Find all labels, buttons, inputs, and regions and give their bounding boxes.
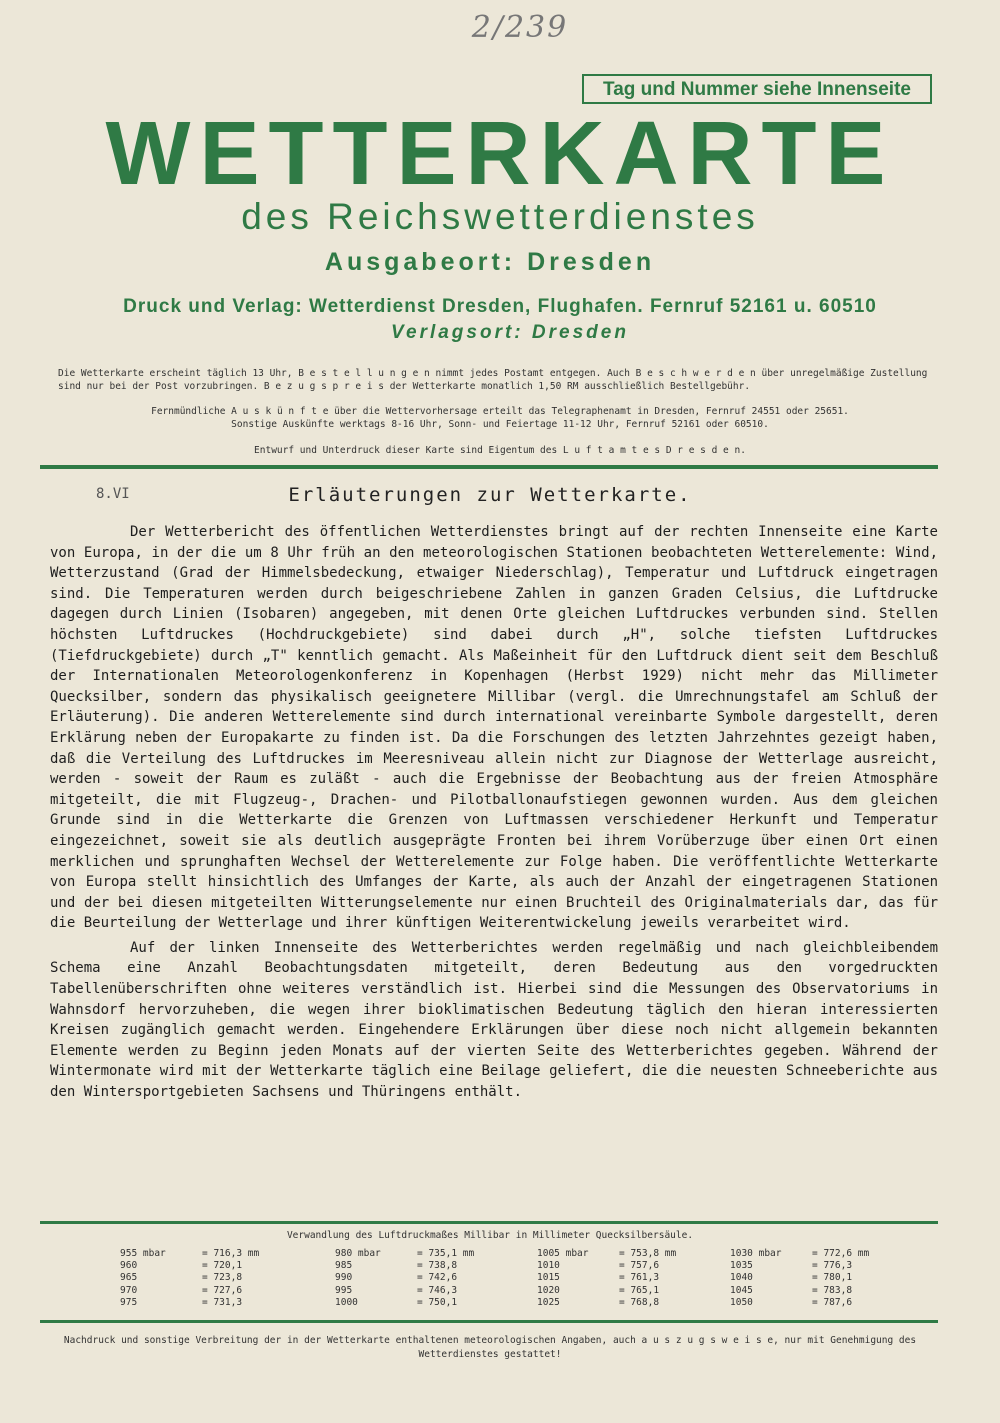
conversion-row: 990 = 742,6 bbox=[335, 1272, 458, 1284]
verlagsort: Verlagsort: Dresden bbox=[391, 322, 629, 343]
tag-nummer-box: Tag und Nummer siehe Innenseite bbox=[582, 74, 932, 104]
footer-notice: Nachdruck und sonstige Verbreitung der in der Wetterkarte enthaltenen meteorologischen Angaben, auch a u s z u g s w e i s e, nur mit Genehmigung des Wetterdienstes gestattet! bbox=[63, 1335, 917, 1360]
conversion-row: 955 mbar = 716,3 mm bbox=[120, 1248, 260, 1259]
conversion-row: 1030 mbar = 772,6 mm bbox=[730, 1248, 870, 1259]
druck-verlag-line: Druck und Verlag: Wetterdienst Dresden, Flughafen. Fernruf 52161 u. 60510 bbox=[123, 296, 877, 317]
conversion-row: 1010 = 757,6 bbox=[537, 1260, 660, 1272]
conversion-row: 960 = 720,1 bbox=[120, 1260, 243, 1272]
divider-bottom bbox=[40, 1320, 938, 1323]
conversion-row: 985 = 738,8 bbox=[335, 1260, 458, 1272]
info-auskuenfte: Fernmündliche A u s k ü n f t e über die Wettervorhersage erteilt das Telegraphenamt in Dresden, Fernruf 24551 oder 25651. Sonstige Auskünfte werktags 8-16 Uhr, Sonn- und Feiertage 11-12 Uhr, Fernruf 52161 oder 60510. bbox=[151, 406, 849, 430]
conversion-column bbox=[730, 1248, 930, 1309]
explanation-text bbox=[50, 522, 938, 1103]
info-subscription: Die Wetterkarte erscheint täglich 13 Uhr, B e s t e l l u n g e n nimmt jedes Postamt entgegen. Auch B e s c h w e r d e n über unregelmäßige Zustellung sind nur bei der Post vorzubringen. B e z u g s p r e i s der Wetterkarte monatlich 1,50 RM ausschließlich Bestellgebühr. bbox=[58, 368, 928, 392]
conversion-row: 1015 = 761,3 bbox=[537, 1272, 660, 1284]
conversion-row: 995 = 746,3 bbox=[335, 1284, 458, 1296]
info-eigentum: Entwurf und Unterdruck dieser Karte sind Eigentum des L u f t a m t e s D r e s d e n. bbox=[254, 445, 746, 456]
divider-top bbox=[40, 465, 938, 469]
conversion-column bbox=[335, 1248, 535, 1309]
archive-number: 2/239 bbox=[471, 10, 569, 45]
section-mark: 8.VI bbox=[96, 486, 130, 502]
conversion-row: 970 = 727,6 bbox=[120, 1284, 243, 1296]
conversion-row: 1035 = 776,3 bbox=[730, 1260, 853, 1272]
conversion-row: 1020 = 765,1 bbox=[537, 1284, 660, 1296]
conversion-table-title: Verwandlung des Luftdruckmaßes Millibar in Millimeter Quecksilbersäule. bbox=[286, 1230, 694, 1241]
page-title: WETTERKARTE bbox=[105, 104, 895, 204]
divider-table bbox=[40, 1221, 938, 1224]
conversion-row: 1025 = 768,8 bbox=[537, 1296, 660, 1308]
conversion-row: 975 = 731,3 bbox=[120, 1296, 243, 1308]
conversion-row: 1000 = 750,1 bbox=[335, 1296, 458, 1308]
conversion-row: 1040 = 780,1 bbox=[730, 1272, 853, 1284]
conversion-column bbox=[120, 1248, 320, 1309]
conversion-row: 965 = 723,8 bbox=[120, 1272, 243, 1284]
ausgabeort: Ausgabeort: Dresden bbox=[324, 248, 656, 276]
conversion-row: 1005 mbar = 753,8 mm bbox=[537, 1248, 677, 1259]
conversion-row: 1045 = 783,8 bbox=[730, 1284, 853, 1296]
conversion-row: 980 mbar = 735,1 mm bbox=[335, 1248, 475, 1259]
subtitle: des Reichswetterdienstes bbox=[241, 196, 759, 237]
conversion-column bbox=[537, 1248, 737, 1309]
section-heading: Erläuterungen zur Wetterkarte. bbox=[288, 484, 692, 506]
conversion-row: 1050 = 787,6 bbox=[730, 1296, 853, 1308]
paragraph: Auf der linken Innenseite des Wetterberichtes werden regelmäßig und nach gleichbleibendem Schema eine Anzahl Beobachtungsdaten mitgeteilt, deren Bedeutung aus den vorgedruckten Tabellenüberschriften ohne weiteres verständlich ist. Hierbei sind die Messungen des Observatoriums in Wahnsdorf hervorzuheben, die wegen ihrer bioklimatischen Bedeutung täglich den hieran interessierten Kreisen zugänglich gemacht werden. Eingehendere Erklärungen über diese noch nicht allgemein bekannten Elemente werden zu Beginn jeden Monats auf der vierten Seite des Wetterberichtes gegeben. Während der Wintermonate wird mit der Wetterkarte täglich eine Beilage geliefert, die die neuesten Schneeberichte aus den Wintersportgebieten Sachsens und Thüringens enthält. bbox=[50, 939, 938, 1101]
paragraph: Der Wetterbericht des öffentlichen Wetterdienstes bringt auf der rechten Innenseite eine Karte von Europa, in der die um 8 Uhr früh an den meteorologischen Stationen beobachteten Wetterelemente: Wind, Wetterzustand (Grad der Himmelsbedeckung, etwaiger Niederschlag), Temperatur und Luftdruck eingetragen sind. Die Temperaturen werden durch beigeschriebene Zahlen in ganzen Graden Celsius, die Luftdrucke dagegen durch Linien (Isobaren) angegeben, mit denen Orte gleichen Luftdruckes verbunden sind. Stellen höchsten Luftdruckes (Hochdruckgebiete) sind dabei durch „H", solche tiefsten Luftdruckes (Tiefdruckgebiete) durch „T" kenntlich gemacht. Als Maßeinheit für den Luftdruck dient seit dem Beschluß der Internationalen Meteorologenkonferenz in Kopenhagen (Herbst 1929) nicht mehr das Millimeter Quecksilber, sondern das physikalisch geeignetere Millibar (vergl. die Umrechnungstafel am Schluß der Erläuterung). Die anderen Wetterelemente sind durch international vereinbarte Symbole dargestellt, deren Erklärung neben der Europakarte zu finden ist. Da die Forschungen des letzten Jahrzehntes gezeigt haben, daß die Verteilung des Luftdruckes im Meeresniveau allein nicht zur Diagnose der Wetterlage ausreicht, werden - soweit der Raum es zuläßt - auch die Ergebnisse der Beobachtung aus der freien Atmosphäre mitgeteilt, die mit Flugzeug-, Drachen- und Pilotballonaufstiegen gewonnen wurden. Aus dem gleichen Grunde sind in die Wetterkarte die Grenzen von Luftmassen verschiedener Herkunft und Temperatur eingezeichnet, soweit sie als deutlich ausgeprägte Fronten bei ihrem Vorüberzuge über einen Ort einen merklichen und sprunghaften Wechsel der Wetterelemente zur Folge haben. Die veröffentlichte Wetterkarte von Europa stellt hinsichtlich des Umfanges der Karte, als auch der Anzahl der eingetragenen Stationen und der bei diesen mitgeteilten Witterungselemente nur einen Bruchteil des Originalmaterials dar, das für die Beurteilung der Wetterlage und ihrer künftigen Weiterentwickelung jeweils verarbeitet wird. bbox=[50, 524, 938, 932]
